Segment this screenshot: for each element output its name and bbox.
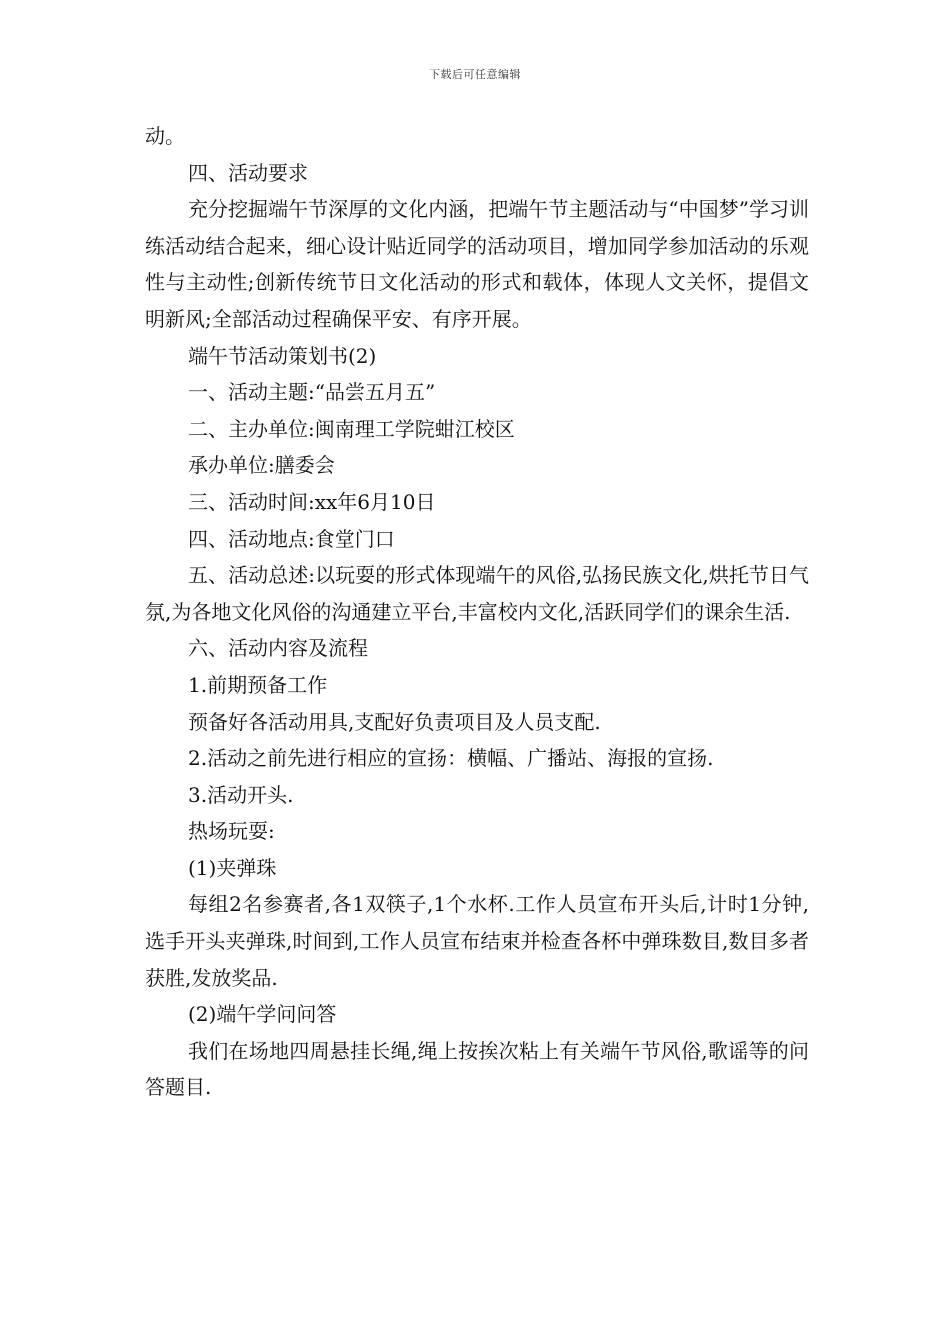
step-start: 3.活动开头.	[188, 782, 294, 807]
section-heading-requirements: 四、活动要求	[188, 160, 308, 185]
item-organizer: 二、主办单位:闽南理工学院蚶江校区	[188, 416, 515, 441]
paragraph-preparation: 预备好各活动用具,支配好负责项目及人员支配.	[188, 709, 601, 734]
item-co-organizer: 承办单位:膳委会	[188, 453, 335, 478]
game-marbles-heading: (1)夹弹珠	[188, 855, 277, 880]
game-quiz-heading: (2)端午学问问答	[188, 1002, 337, 1027]
paragraph-overview: 五、活动总述:以玩耍的形式体现端午的风俗,弘扬民族文化,烘托节日气氛,为各地文化风俗的沟通建立平台,丰富校内文化,活跃同学们的课余生活.	[145, 563, 809, 624]
item-time: 三、活动时间:xx年6月10日	[188, 489, 436, 514]
step-preparation: 1.前期预备工作	[188, 672, 328, 697]
page-header: 下载后可任意编辑	[429, 68, 521, 81]
paragraph-game-marbles: 每组2名参赛者,各1双筷子,1个水杯.工作人员宣布开头后,计时1分钟,选手开头夹弹珠,时间到,工作人员宣布结束并检查各杯中弹珠数目,数目多者获胜,发放奖品.	[145, 892, 809, 990]
paragraph-game-quiz: 我们在场地四周悬挂长绳,绳上按挨次粘上有关端午节风俗,歌谣等的问答题目.	[145, 1038, 809, 1100]
document-body	[145, 118, 809, 1106]
item-location: 四、活动地点:食堂门口	[188, 526, 395, 551]
section-heading-content: 六、活动内容及流程	[188, 636, 368, 661]
warmup-heading: 热场玩耍:	[188, 819, 275, 844]
document-subtitle: 端午节活动策划书(2)	[188, 343, 377, 368]
step-promotion: 2.活动之前先进行相应的宣扬：横幅、广播站、海报的宣扬.	[188, 746, 714, 771]
paragraph-requirements: 充分挖掘端午节深厚的文化内涵，把端午节主题活动与“中国梦”学习训练活动结合起来，细心设计贴近同学的活动项目，增加同学参加活动的乐观性与主动性;创新传统节日文化活动的形式和载体，体现人文关怀，提倡文明新风;全部活动过程确保平安、有序开展。	[145, 197, 809, 331]
item-theme: 一、活动主题:“品尝五月五”	[188, 380, 436, 405]
paragraph-continuation: 动。	[145, 124, 185, 148]
